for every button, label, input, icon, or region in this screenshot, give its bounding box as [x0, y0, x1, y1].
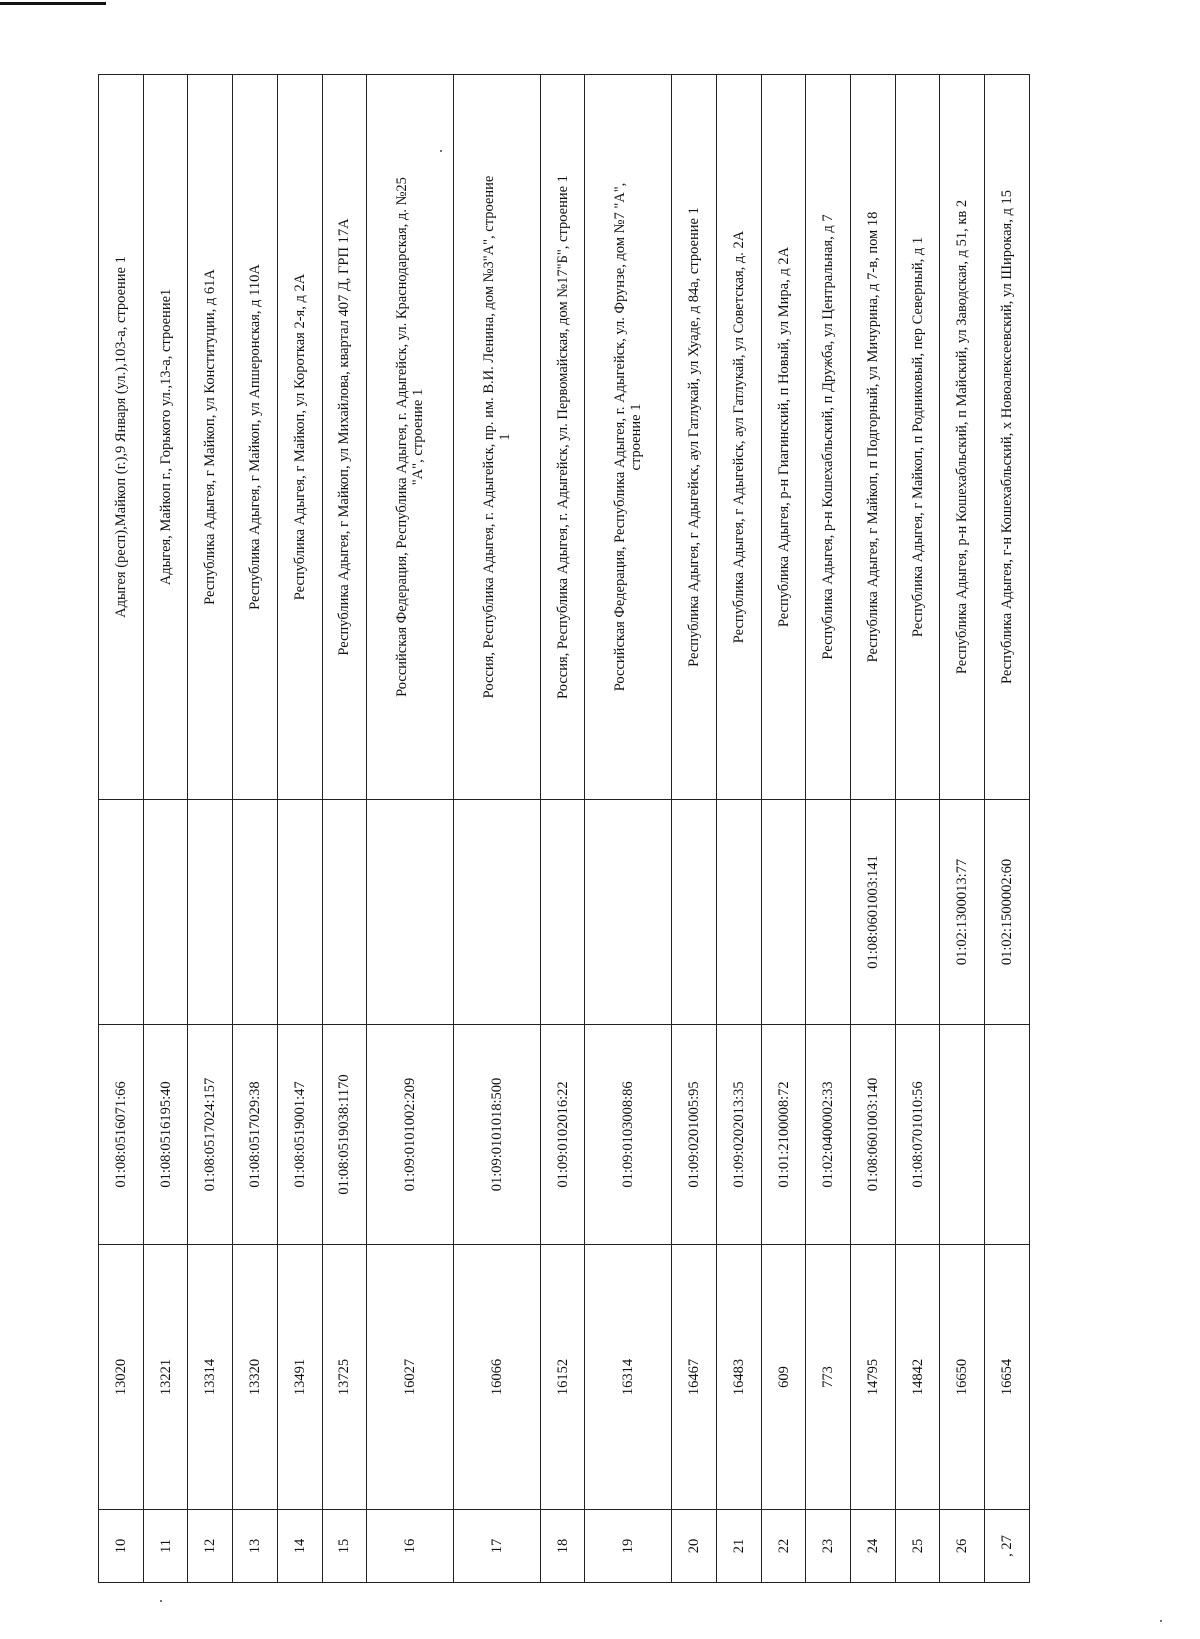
- related-cadastral-number-cell: [806, 800, 851, 1025]
- related-cadastral-number-cell: [585, 800, 672, 1025]
- row-number-cell: 24: [851, 1510, 896, 1583]
- address-cell: Республика Адыгея, г Майкоп, ул Апшеронская, д 110А: [233, 75, 278, 800]
- address-cell: Адыгея, Майкоп г., Горького ул.,13-а, строение1: [143, 75, 188, 800]
- row-number-cell: 19: [585, 1510, 672, 1583]
- table-row: [454, 75, 541, 1583]
- cadastral-number-cell: 01:09:0101018:500: [454, 1025, 541, 1245]
- cadastral-number-cell: 01:08:0701010:56: [895, 1025, 940, 1245]
- cadastral-number-cell: [985, 1025, 1030, 1245]
- address-cell: Республика Адыгея, р-н Кошехабльский, п Майский, ул Заводская, д 51, кв 2: [940, 75, 985, 800]
- scan-speck: [160, 1600, 162, 1602]
- related-cadastral-number-cell: 01:08:0601003:141: [851, 800, 896, 1025]
- address-cell: Республика Адыгея, р-н Кошехабльский, п Дружба, ул Центральная, д 7: [806, 75, 851, 800]
- object-id-cell: 16314: [585, 1245, 672, 1510]
- object-id-cell: 16467: [672, 1245, 717, 1510]
- related-cadastral-number-cell: [143, 800, 188, 1025]
- related-cadastral-number-cell: [895, 800, 940, 1025]
- address-cell: Республика Адыгея, р-н Гиагинский, п Новый, ул Мира, д 2А: [761, 75, 806, 800]
- object-id-cell: 13221: [143, 1245, 188, 1510]
- scan-speck: [1160, 1620, 1162, 1622]
- cadastral-number-cell: 01:08:0516195:40: [143, 1025, 188, 1245]
- table-row: [585, 75, 672, 1583]
- row-number-cell: 12: [188, 1510, 233, 1583]
- table-row: [233, 75, 278, 1583]
- related-cadastral-number-cell: [367, 800, 454, 1025]
- related-cadastral-number-cell: [672, 800, 717, 1025]
- row-number-cell: 14: [277, 1510, 322, 1583]
- row-number-cell: 20: [672, 1510, 717, 1583]
- related-cadastral-number-cell: [188, 800, 233, 1025]
- address-cell: Республика Адыгея, г Майкоп, п Родниковый, пер Северный, д 1: [895, 75, 940, 800]
- address-cell: Республика Адыгея, г Майкоп, ул Короткая 2-я, д 2А: [277, 75, 322, 800]
- related-cadastral-number-cell: [716, 800, 761, 1025]
- cadastral-number-cell: 01:08:0517029:38: [233, 1025, 278, 1245]
- address-cell: Республика Адыгея, г Адыгейск, аул Гатлукай, ул Хуаде, д 84а, строение 1: [672, 75, 717, 800]
- cadastral-number-cell: 01:08:0516071:66: [99, 1025, 144, 1245]
- related-cadastral-number-cell: [454, 800, 541, 1025]
- object-id-cell: 13020: [99, 1245, 144, 1510]
- table-row: [99, 75, 144, 1583]
- row-number-cell: 15: [322, 1510, 367, 1583]
- object-id-cell: 16654: [985, 1245, 1030, 1510]
- related-cadastral-number-cell: [322, 800, 367, 1025]
- cadastral-number-cell: 01:08:0519001:47: [277, 1025, 322, 1245]
- rotated-document-table: [98, 75, 1030, 1583]
- object-id-cell: 16066: [454, 1245, 541, 1510]
- row-number-cell: 13: [233, 1510, 278, 1583]
- object-id-cell: 16483: [716, 1245, 761, 1510]
- related-cadastral-number-cell: [99, 800, 144, 1025]
- row-number-cell: 25: [895, 1510, 940, 1583]
- cadastral-number-cell: 01:02:0400002:33: [806, 1025, 851, 1245]
- address-cell: Республика Адыгея, г-н Кошехабльский, х Новоалексеевский, ул Широкая, д 15: [985, 75, 1030, 800]
- address-cell: Республика Адыгея, г Майкоп, ул Конституции, д 61А: [188, 75, 233, 800]
- row-number-cell: 10: [99, 1510, 144, 1583]
- address-cell: Адыгея (респ),Майкоп (г.),9 Января (ул.),103-а, строение 1: [99, 75, 144, 800]
- table-row: [716, 75, 761, 1583]
- cadastral-number-cell: 01:09:0201005:95: [672, 1025, 717, 1245]
- related-cadastral-number-cell: [761, 800, 806, 1025]
- object-id-cell: 773: [806, 1245, 851, 1510]
- row-number-cell: 17: [454, 1510, 541, 1583]
- cadastral-number-cell: 01:08:0601003:140: [851, 1025, 896, 1245]
- cadastral-number-cell: [940, 1025, 985, 1245]
- related-cadastral-number-cell: 01:02:1500002:60: [985, 800, 1030, 1025]
- table-row: [806, 75, 851, 1583]
- cadastral-number-cell: 01:08:0519038:1170: [322, 1025, 367, 1245]
- cadastral-number-cell: 01:09:0101002:209: [367, 1025, 454, 1245]
- row-number-cell: 16: [367, 1510, 454, 1583]
- cadastral-number-cell: 01:09:0102016:22: [540, 1025, 585, 1245]
- row-number-cell: 26: [940, 1510, 985, 1583]
- related-cadastral-number-cell: 01:02:1300013:77: [940, 800, 985, 1025]
- object-id-cell: 14842: [895, 1245, 940, 1510]
- table-row: [851, 75, 896, 1583]
- table-row: [367, 75, 454, 1583]
- row-number-cell: 21: [716, 1510, 761, 1583]
- object-id-cell: 13314: [188, 1245, 233, 1510]
- row-number-cell: 22: [761, 1510, 806, 1583]
- object-id-cell: 16027: [367, 1245, 454, 1510]
- address-cell: Республика Адыгея, г Майкоп, п Подгорный, ул Мичурина, д 7-в, пом 18: [851, 75, 896, 800]
- table-body: [99, 75, 1030, 1583]
- row-number-cell: 11: [143, 1510, 188, 1583]
- related-cadastral-number-cell: [540, 800, 585, 1025]
- table-row: [277, 75, 322, 1583]
- address-cell: Республика Адыгея, г Адыгейск, аул Гатлукай, ул Советская, д. 2А: [716, 75, 761, 800]
- address-cell: Республика Адыгея, г Майкоп, ул Михайлова, квартал 407 Д, ГРП 17А: [322, 75, 367, 800]
- table-row: [322, 75, 367, 1583]
- related-cadastral-number-cell: [233, 800, 278, 1025]
- row-number-cell: 18: [540, 1510, 585, 1583]
- address-cell: Россия, Республика Адыгея, г. Адыгейск, ул. Первомайская, дом №17"Б", строение 1: [540, 75, 585, 800]
- related-cadastral-number-cell: [277, 800, 322, 1025]
- scan-artifact-line: [0, 2, 106, 5]
- table-row: [940, 75, 985, 1583]
- object-id-cell: 13320: [233, 1245, 278, 1510]
- table-row: [895, 75, 940, 1583]
- cadastral-number-cell: 01:01:2100008:72: [761, 1025, 806, 1245]
- object-id-cell: 609: [761, 1245, 806, 1510]
- address-cell: Россия, Республика Адыгея, г. Адыгейск, пр. им. В.И. Ленина, дом №3"А", строение 1: [454, 75, 541, 800]
- row-number-cell: 23: [806, 1510, 851, 1583]
- table-row: [188, 75, 233, 1583]
- address-cell: Российская Федерация, Республика Адыгея, г. Адыгейск, ул. Краснодарская, д. №25 "А", строение 1: [367, 75, 454, 800]
- cadastral-number-cell: 01:08:0517024:157: [188, 1025, 233, 1245]
- object-id-cell: 16152: [540, 1245, 585, 1510]
- address-cell: Российская Федерация, Республика Адыгея, г. Адыгейск, ул. Фрунзе, дом №7 "А", строение 1: [585, 75, 672, 800]
- table-row: [540, 75, 585, 1583]
- object-id-cell: 14795: [851, 1245, 896, 1510]
- table-row: [985, 75, 1030, 1583]
- cadastral-number-cell: 01:09:0103008:86: [585, 1025, 672, 1245]
- table-row: [143, 75, 188, 1583]
- object-id-cell: 13491: [277, 1245, 322, 1510]
- object-id-cell: 16650: [940, 1245, 985, 1510]
- cadastral-number-cell: 01:09:0202013:35: [716, 1025, 761, 1245]
- object-id-cell: 13725: [322, 1245, 367, 1510]
- property-table: [98, 74, 1030, 1583]
- table-row: [672, 75, 717, 1583]
- row-number-cell: , 27: [985, 1510, 1030, 1583]
- table-row: [761, 75, 806, 1583]
